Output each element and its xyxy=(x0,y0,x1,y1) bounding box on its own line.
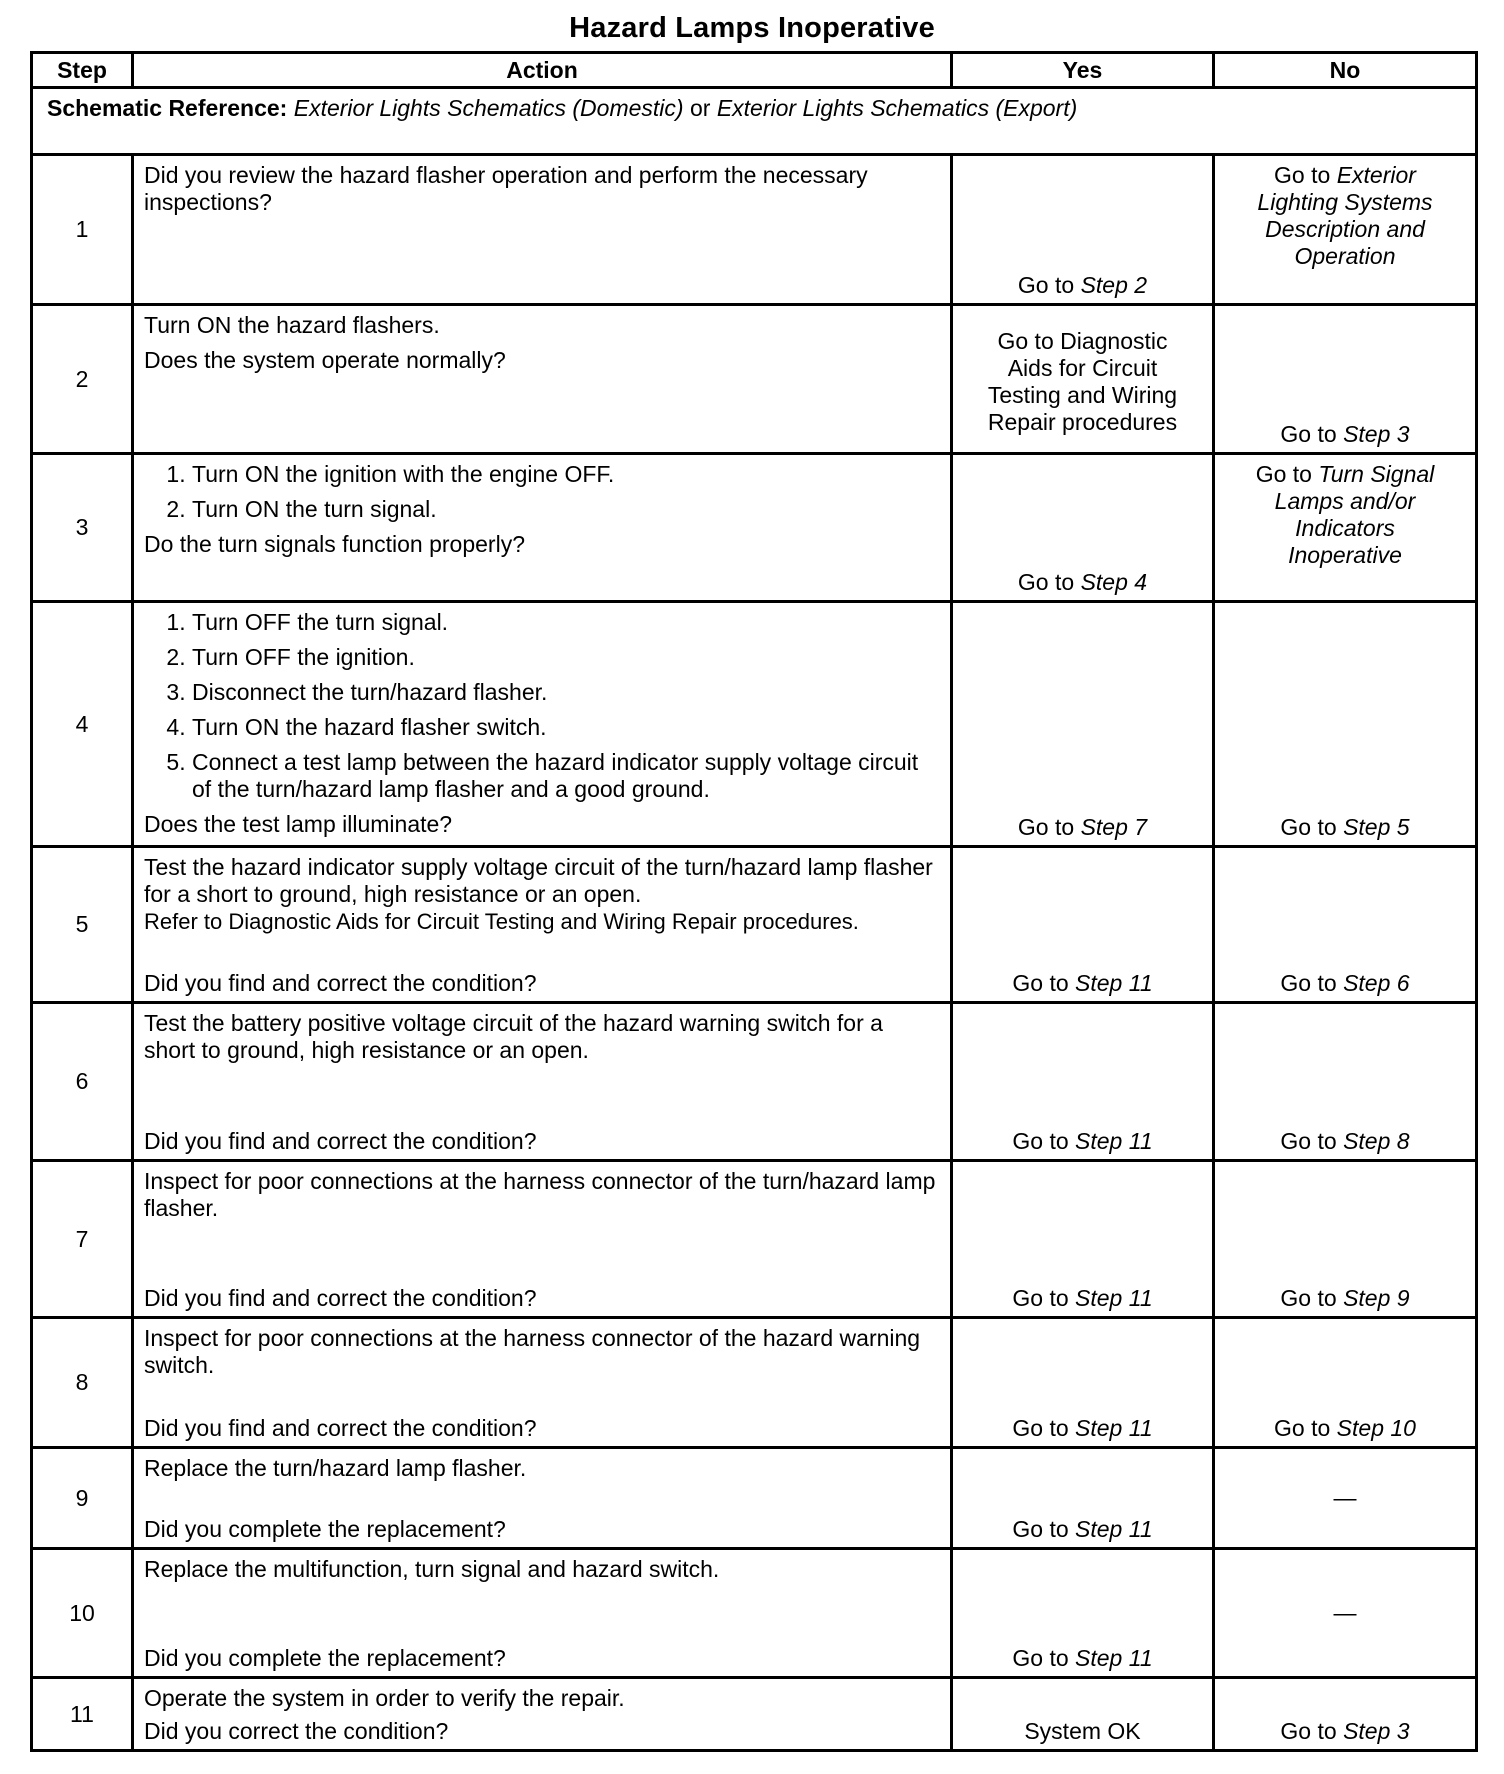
goto-step-link[interactable]: Step 9 xyxy=(1343,1285,1410,1311)
goto-step-link[interactable]: Step 10 xyxy=(1336,1415,1416,1441)
goto-prefix: Go to xyxy=(1280,1128,1337,1154)
table-row xyxy=(32,1549,1477,1678)
table-row xyxy=(32,1448,1477,1549)
action-cell xyxy=(133,1318,952,1448)
schematic-label: Schematic Reference: xyxy=(47,95,288,121)
col-header-action: Action xyxy=(133,53,952,88)
action-list-item: 2. Turn ON the turn signal. xyxy=(192,496,940,523)
schematic-reference xyxy=(32,88,1477,155)
goto-prefix: Go to xyxy=(1280,421,1337,447)
goto-prefix: Go to xyxy=(1017,569,1075,595)
goto-doc-link[interactable]: Turn Signal Lamps and/or Indicators Inoperative xyxy=(1274,461,1435,568)
no-cell xyxy=(1214,1678,1477,1751)
goto-step-link[interactable]: Step 5 xyxy=(1343,814,1410,840)
schematic-reference-row xyxy=(32,88,1477,155)
action-text: Operate the system in order to verify the repair. xyxy=(144,1685,625,1711)
goto-prefix: Go to xyxy=(1017,814,1075,840)
step-number: 11 xyxy=(32,1678,133,1751)
goto-prefix: Go to xyxy=(1012,970,1069,996)
goto-step-link[interactable]: Step 4 xyxy=(1080,569,1148,595)
action-cell xyxy=(133,1549,952,1678)
action-question: Do the turn signals function properly? xyxy=(144,531,525,557)
yes-cell xyxy=(952,1318,1214,1448)
table-row xyxy=(32,454,1477,602)
goto-step-link[interactable]: Step 11 xyxy=(1075,1285,1153,1311)
goto-prefix: Go to xyxy=(1012,1285,1069,1311)
no-cell xyxy=(1214,1161,1477,1318)
no-cell xyxy=(1214,847,1477,1003)
goto-prefix: Go to xyxy=(1280,1718,1337,1744)
goto-step-link[interactable]: Step 11 xyxy=(1075,1415,1153,1441)
action-text: Turn ON the hazard flashers. xyxy=(144,312,440,338)
goto-step-link[interactable]: Step 3 xyxy=(1343,421,1410,447)
action-question: Does the system operate normally? xyxy=(144,347,506,373)
yes-cell xyxy=(952,454,1214,602)
table-row xyxy=(32,1318,1477,1448)
step-number: 8 xyxy=(32,1318,133,1448)
action-list-item: 5. Connect a test lamp between the hazard indicator supply voltage circuit of the turn/hazard lamp flasher and a good ground. xyxy=(192,749,940,803)
no-cell xyxy=(1214,155,1477,305)
step-number: 9 xyxy=(32,1448,133,1549)
schematic-link-export[interactable]: Exterior Lights Schematics (Export) xyxy=(716,95,1078,121)
step-number: 7 xyxy=(32,1161,133,1318)
table-row xyxy=(32,847,1477,1003)
yes-cell xyxy=(952,1678,1214,1751)
yes-cell xyxy=(952,305,1214,454)
step-number: 2 xyxy=(32,305,133,454)
yes-cell xyxy=(952,602,1214,847)
step-number: 4 xyxy=(32,602,133,847)
no-cell xyxy=(1214,454,1477,602)
action-text: Inspect for poor connections at the harness connector of the hazard warning switch. xyxy=(144,1325,921,1378)
not-applicable-dash: — xyxy=(1333,1484,1357,1511)
goto-prefix: Go to xyxy=(1274,1415,1331,1441)
action-refer-text: Refer to Diagnostic Aids for Circuit Testing and Wiring Repair procedures. xyxy=(144,909,859,934)
goto-diagnostic-aids-link[interactable]: Go to Diagnostic Aids for Circuit Testing and Wiring Repair procedures xyxy=(987,328,1178,435)
header-row xyxy=(32,53,1477,88)
step-number: 6 xyxy=(32,1003,133,1161)
col-header-step: Step xyxy=(32,53,133,88)
action-question: Does the test lamp illuminate? xyxy=(144,811,453,837)
table-row xyxy=(32,1161,1477,1318)
action-text: Replace the turn/hazard lamp flasher. xyxy=(144,1455,527,1481)
yes-cell xyxy=(952,155,1214,305)
action-list-item: 1. Turn OFF the turn signal. xyxy=(192,609,940,636)
action-question: Did you complete the replacement? xyxy=(144,1645,506,1671)
action-question: Did you complete the replacement? xyxy=(144,1516,506,1542)
goto-step-link[interactable]: Step 11 xyxy=(1075,1128,1153,1154)
action-cell xyxy=(133,305,952,454)
not-applicable-dash: — xyxy=(1333,1599,1357,1626)
goto-prefix: Go to xyxy=(1012,1128,1069,1154)
goto-step-link[interactable]: Step 6 xyxy=(1343,970,1410,996)
action-question: Did you find and correct the condition? xyxy=(144,970,537,996)
table-row xyxy=(32,602,1477,847)
no-cell xyxy=(1214,1448,1477,1549)
goto-step-link[interactable]: Step 11 xyxy=(1075,1516,1153,1542)
step-number: 5 xyxy=(32,847,133,1003)
goto-prefix: Go to xyxy=(1274,162,1331,188)
goto-step-link[interactable]: Step 8 xyxy=(1343,1128,1410,1154)
goto-step-link[interactable]: Step 11 xyxy=(1075,970,1153,996)
no-cell xyxy=(1214,1003,1477,1161)
action-cell xyxy=(133,1448,952,1549)
step-number: 3 xyxy=(32,454,133,602)
goto-prefix: Go to xyxy=(1280,1285,1337,1311)
action-list-item: 3. Disconnect the turn/hazard flasher. xyxy=(192,679,940,706)
col-header-yes: Yes xyxy=(952,53,1214,88)
schematic-or: or xyxy=(689,95,711,121)
no-cell xyxy=(1214,602,1477,847)
action-text: Test the hazard indicator supply voltage circuit of the turn/hazard lamp flasher for a short to ground, high resistance or an open. xyxy=(144,854,933,907)
action-text: Did you review the hazard flasher operation and perform the necessary inspections? xyxy=(144,162,868,215)
action-cell xyxy=(133,1161,952,1318)
yes-cell xyxy=(952,1549,1214,1678)
goto-prefix: Go to xyxy=(1017,272,1075,298)
step-number: 1 xyxy=(32,155,133,305)
action-cell xyxy=(133,847,952,1003)
table-row xyxy=(32,155,1477,305)
action-cell xyxy=(133,454,952,602)
yes-cell xyxy=(952,1161,1214,1318)
goto-prefix: Go to xyxy=(1255,461,1312,487)
goto-prefix: Go to xyxy=(1012,1645,1069,1671)
goto-step-link[interactable]: Step 3 xyxy=(1343,1718,1410,1744)
action-list-item: 2. Turn OFF the ignition. xyxy=(192,644,940,671)
diagnostic-table xyxy=(30,51,1478,1752)
action-cell xyxy=(133,1678,952,1751)
col-header-no: No xyxy=(1214,53,1477,88)
action-question: Did you find and correct the condition? xyxy=(144,1128,537,1154)
table-row xyxy=(32,305,1477,454)
goto-step-link[interactable]: Step 2 xyxy=(1080,272,1148,298)
goto-doc-link[interactable]: Exterior Lighting Systems Description and Operation xyxy=(1257,162,1433,269)
action-question: Did you find and correct the condition? xyxy=(144,1285,537,1311)
yes-cell xyxy=(952,1003,1214,1161)
action-list-item: 1. Turn ON the ignition with the engine OFF. xyxy=(192,461,940,488)
goto-step-link[interactable]: Step 11 xyxy=(1075,1645,1153,1671)
action-list xyxy=(144,461,940,523)
goto-step-link[interactable]: Step 7 xyxy=(1080,814,1148,840)
no-cell xyxy=(1214,1549,1477,1678)
goto-prefix: Go to xyxy=(1280,970,1337,996)
action-list-item: 4. Turn ON the hazard flasher switch. xyxy=(192,714,940,741)
action-text: Replace the multifunction, turn signal and hazard switch. xyxy=(144,1556,720,1582)
table-row xyxy=(32,1678,1477,1751)
action-text: Inspect for poor connections at the harness connector of the turn/hazard lamp flasher. xyxy=(144,1168,936,1221)
action-cell xyxy=(133,155,952,305)
action-cell xyxy=(133,1003,952,1161)
goto-prefix: Go to xyxy=(1012,1415,1069,1441)
step-number: 10 xyxy=(32,1549,133,1678)
goto-prefix: Go to xyxy=(1280,814,1337,840)
page-title: Hazard Lamps Inoperative xyxy=(569,12,935,44)
action-text: Test the battery positive voltage circuit of the hazard warning switch for a short to ground, high resistance or an open. xyxy=(144,1010,883,1063)
yes-cell xyxy=(952,1448,1214,1549)
action-list xyxy=(144,609,940,803)
goto-prefix: Go to xyxy=(1012,1516,1069,1542)
action-question: Did you find and correct the condition? xyxy=(144,1415,537,1441)
no-cell xyxy=(1214,1318,1477,1448)
schematic-link-domestic[interactable]: Exterior Lights Schematics (Domestic) xyxy=(293,95,684,121)
action-question: Did you correct the condition? xyxy=(144,1718,449,1744)
table-row xyxy=(32,1003,1477,1161)
system-ok-text: System OK xyxy=(1024,1718,1141,1744)
yes-cell xyxy=(952,847,1214,1003)
action-cell xyxy=(133,602,952,847)
no-cell xyxy=(1214,305,1477,454)
